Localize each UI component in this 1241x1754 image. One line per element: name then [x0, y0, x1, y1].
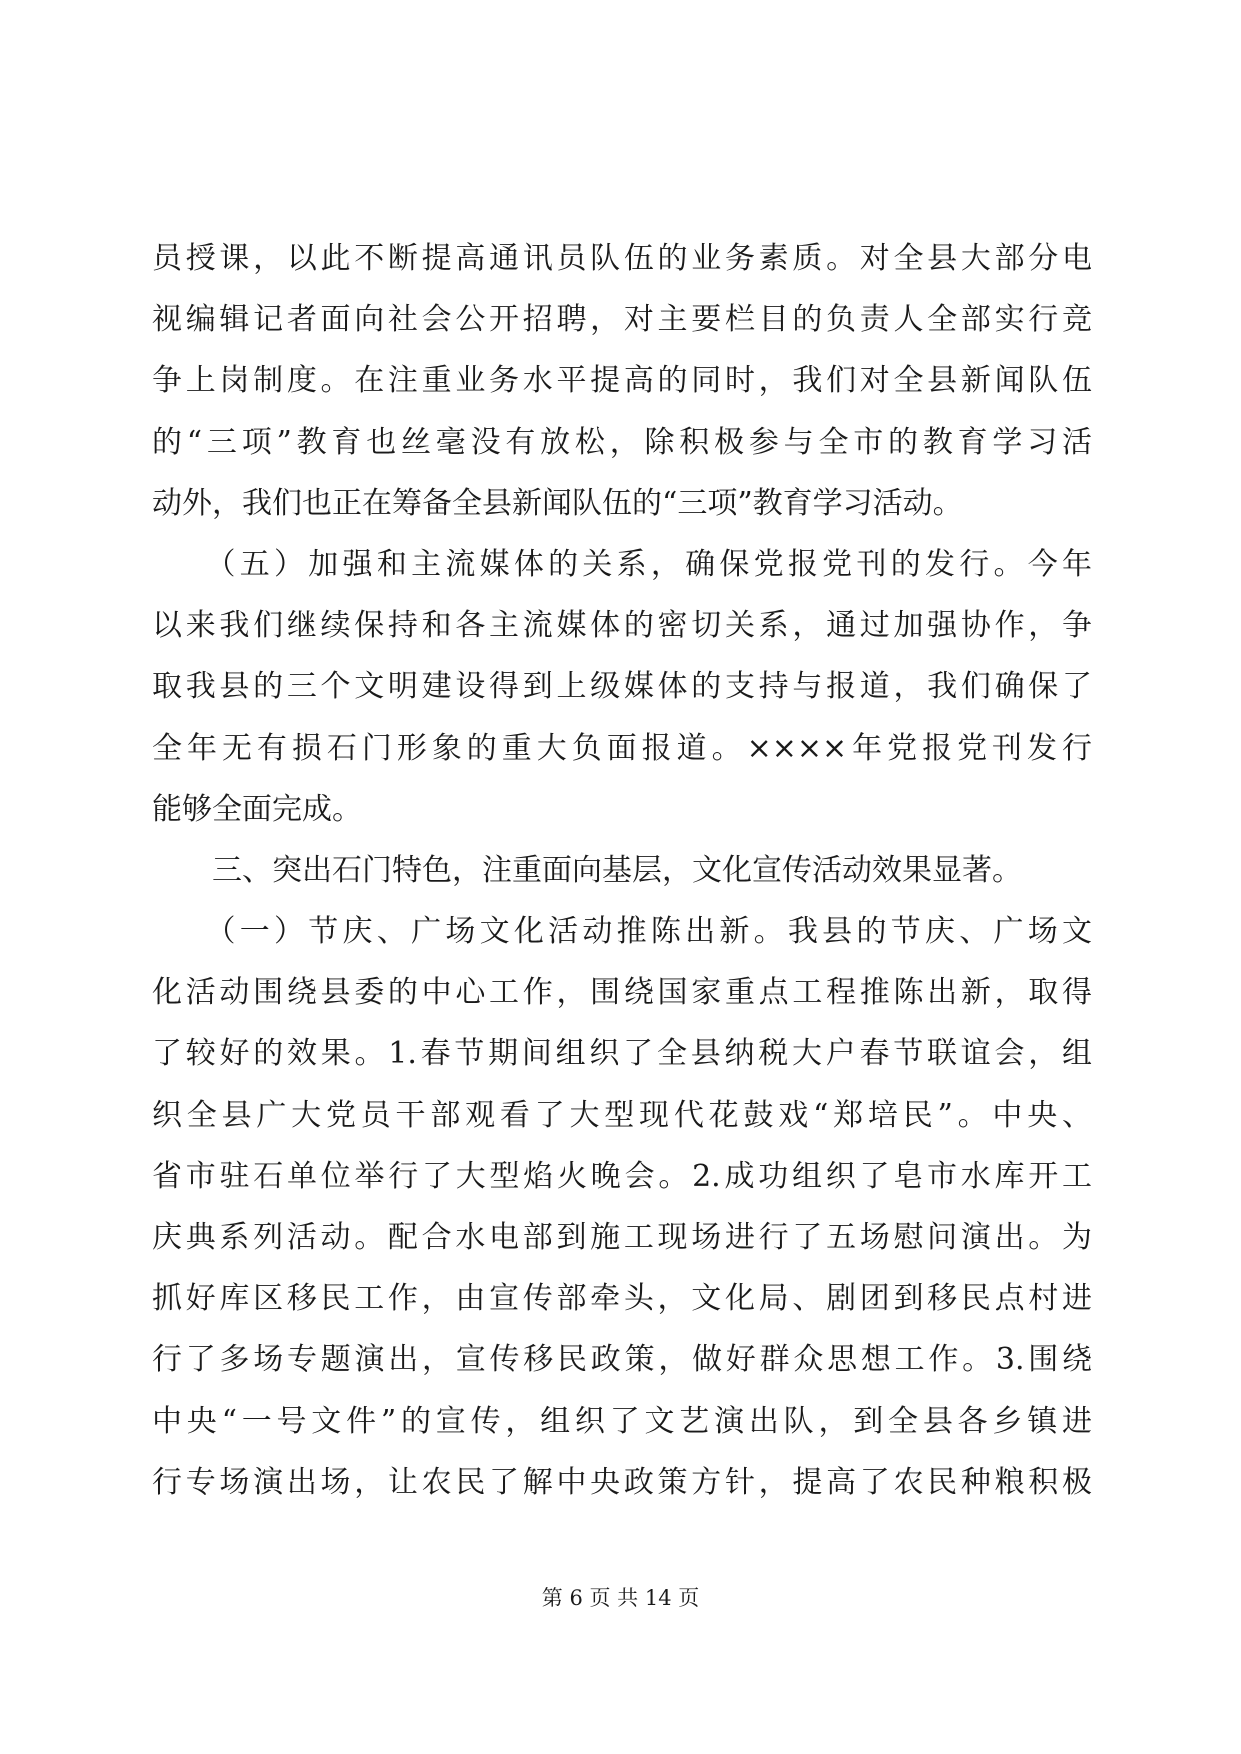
text-line: 了较好的效果。1.春节期间组织了全县纳税大户春节联谊会，组: [152, 1036, 1092, 1072]
text-line: 能够全面完成。: [152, 791, 362, 827]
text-line: 织全县广大党员干部观看了大型现代花鼓戏“郑培民”。中央、: [152, 1097, 1092, 1133]
text-line: 的“三项”教育也丝毫没有放松，除积极参与全市的教育学习活: [152, 424, 1092, 460]
text-line: 取我县的三个文明建设得到上级媒体的支持与报道，我们确保了: [152, 669, 1092, 705]
page-footer: 第 6 页 共 14 页: [541, 1586, 700, 1610]
text-line: 行专场演出场，让农民了解中央政策方针，提高了农民种粮积极: [152, 1464, 1092, 1500]
text-line: （五）加强和主流媒体的关系，确保党报党刊的发行。今年: [152, 546, 1092, 582]
text-line: 视编辑记者面向社会公开招聘，对主要栏目的负责人全部实行竞: [152, 302, 1092, 338]
text-line: 庆典系列活动。配合水电部到施工现场进行了五场慰问演出。为: [152, 1220, 1092, 1255]
text-line: 化活动围绕县委的中心工作，围绕国家重点工程推陈出新，取得: [152, 975, 1092, 1011]
text-line: 动外，我们也正在筹备全县新闻队伍的“三项”教育学习活动。: [152, 485, 963, 521]
text-line: 省市驻石单位举行了大型焰火晚会。2.成功组织了皂市水库开工: [152, 1158, 1092, 1194]
text-line: 争上岗制度。在注重业务水平提高的同时，我们对全县新闻队伍: [152, 363, 1092, 399]
text-line: 员授课，以此不断提高通讯员队伍的业务素质。对全县大部分电: [152, 241, 1092, 276]
body-text: [152, 228, 1092, 1513]
text-line: 中央“一号文件”的宣传，组织了文艺演出队，到全县各乡镇进: [152, 1403, 1092, 1439]
text-line: 以来我们继续保持和各主流媒体的密切关系，通过加强协作，争: [152, 608, 1092, 644]
text-line: 三、突出石门特色，注重面向基层，文化宣传活动效果显著。: [152, 852, 1022, 888]
text-line: 全年无有损石门形象的重大负面报道。××××年党报党刊发行: [152, 730, 1092, 766]
text-line: 行了多场专题演出，宣传移民政策，做好群众思想工作。3.围绕: [152, 1342, 1092, 1378]
text-line: 抓好库区移民工作，由宣传部牵头，文化局、剧团到移民点村进: [152, 1281, 1092, 1317]
text-line: （一）节庆、广场文化活动推陈出新。我县的节庆、广场文: [152, 914, 1092, 950]
